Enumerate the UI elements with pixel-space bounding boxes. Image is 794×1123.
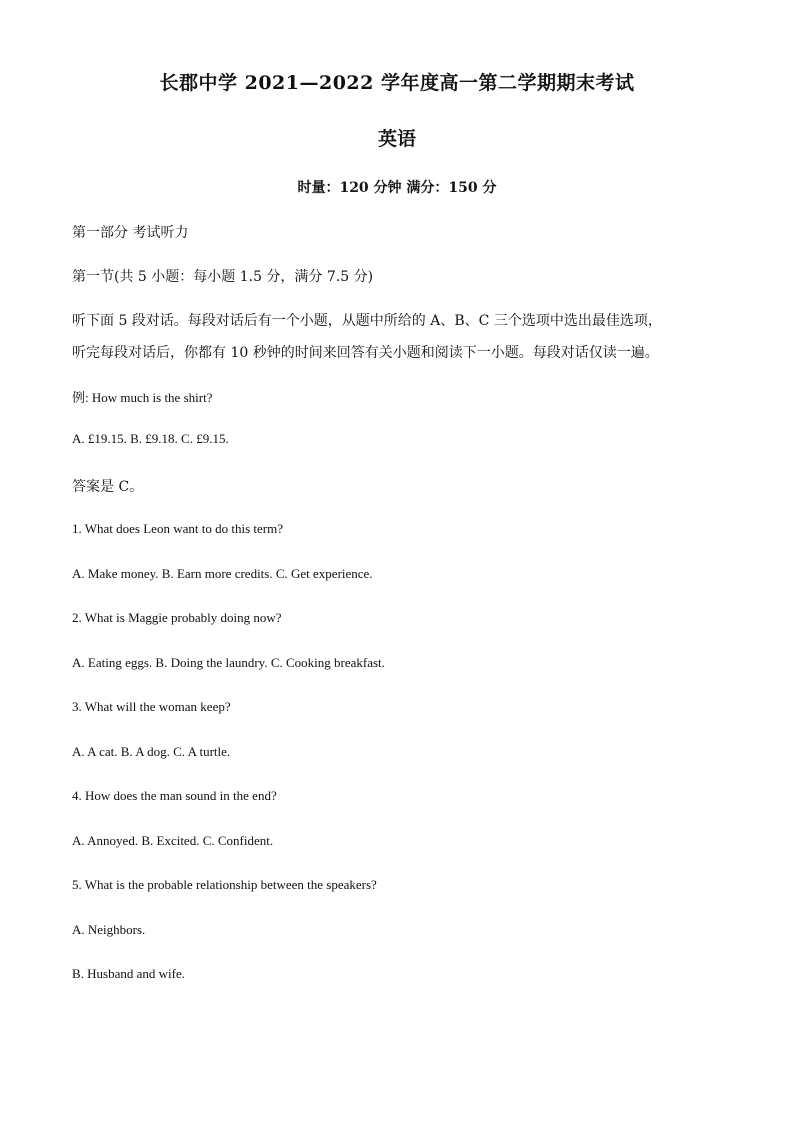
question-3-options: A. A cat. B. A dog. C. A turtle. <box>72 744 231 759</box>
question-5-option-b: B. Husband and wife. <box>72 966 186 981</box>
question-1-options: A. Make money. B. Earn more credits. C. Get experience. <box>72 566 373 581</box>
question-2: 2. What is Maggie probably doing now? <box>72 610 282 625</box>
example-question: 例: How much is the shirt? <box>72 390 213 405</box>
subject-title: 英语 <box>377 128 416 150</box>
instructions-line-2: 听完每段对话后，你都有 10 秒钟的时间来回答有关小题和阅读下一小题。每段对话仅读一遍。 <box>72 345 659 361</box>
instructions-line-1: 听下面 5 段对话。每段对话后有一个小题，从题中所给的 A、B、C 三个选项中选出最佳选项， <box>72 313 662 329</box>
exam-title: 长郡中学 2021—2022 学年度高一第二学期期末考试 <box>159 72 635 94</box>
exam-meta: 时量：120 分钟 满分：150 分 <box>297 180 497 196</box>
question-5: 5. What is the probable relationship between the speakers? <box>72 877 377 892</box>
question-2-options: A. Eating eggs. B. Doing the laundry. C. Cooking breakfast. <box>72 655 385 670</box>
question-5-option-a: A. Neighbors. <box>72 922 146 937</box>
section-heading: 第一节(共 5 小题：每小题 1.5 分，满分 7.5 分) <box>72 269 374 285</box>
question-4: 4. How does the man sound in the end? <box>72 788 277 803</box>
question-4-options: A. Annoyed. B. Excited. C. Confident. <box>72 833 274 848</box>
example-answer: 答案是 C。 <box>72 479 144 495</box>
question-1: 1. What does Leon want to do this term? <box>72 521 283 536</box>
example-options: A. £19.15. B. £9.18. C. £9.15. <box>72 431 229 446</box>
part-heading: 第一部分 考试听力 <box>72 225 189 241</box>
question-3: 3. What will the woman keep? <box>72 699 231 714</box>
